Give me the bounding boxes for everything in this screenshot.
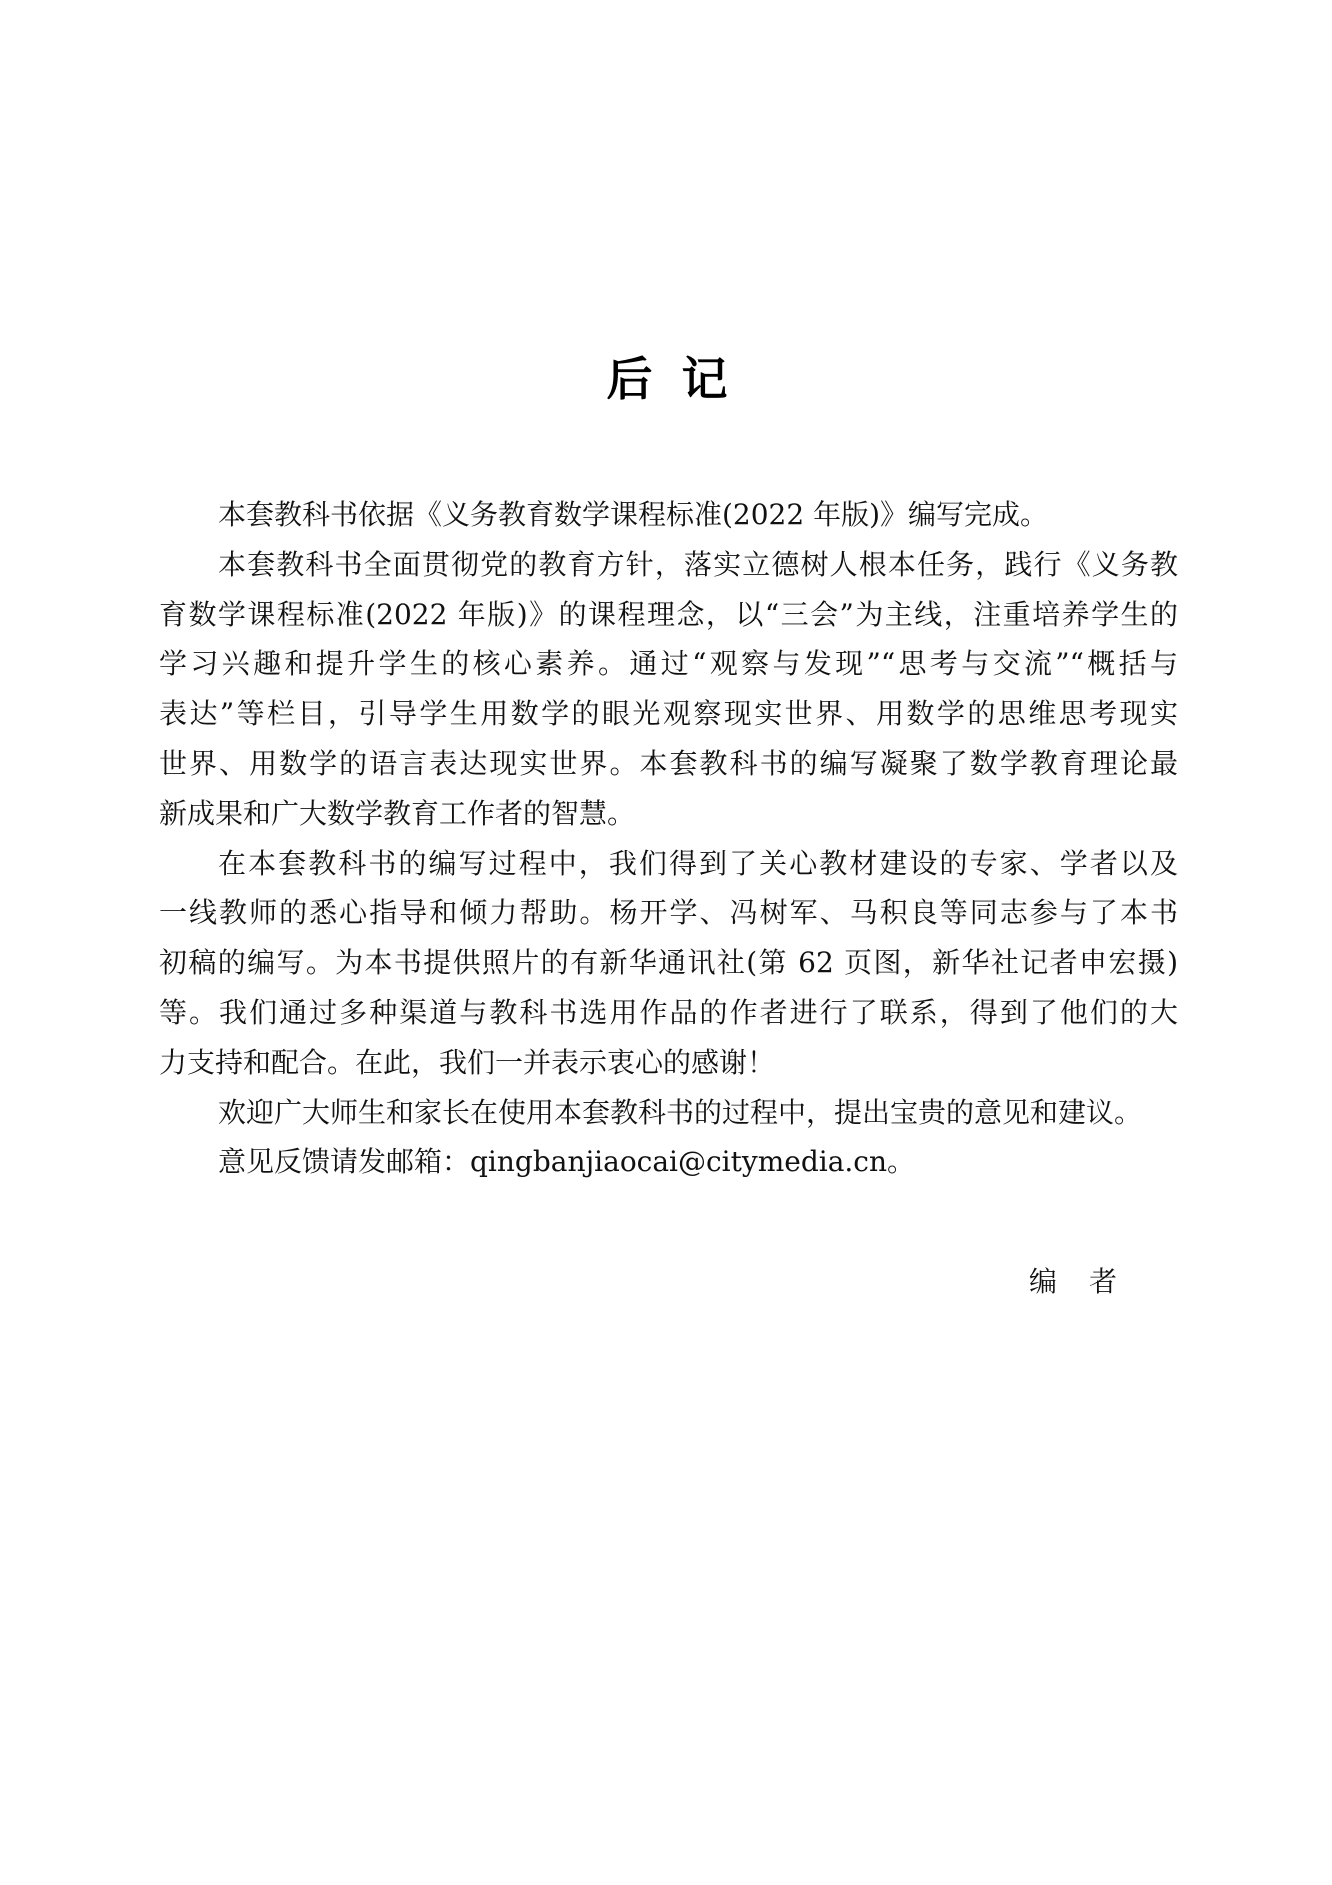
feedback-email-line: 意见反馈请发邮箱：qingbanjiaocai@citymedia.cn。 [218,1145,916,1179]
page-title: 后记 [606,351,757,406]
paragraph-2-line-4: 表达”等栏目，引导学生用数学的眼光观察现实世界、用数学的思维思考现实 [159,697,1178,731]
paragraph-3-line-2: 一线教师的悉心指导和倾力帮助。杨开学、冯树军、马积良等同志参与了本书 [159,896,1178,930]
paragraph-2-line-3: 学习兴趣和提升学生的核心素养。通过“观察与发现”“思考与交流”“概括与 [159,647,1178,681]
signature: 编者 [1029,1265,1150,1298]
paragraph-2-line-6: 新成果和广大数学教育工作者的智慧。 [159,796,636,830]
paragraph-2-line-5: 世界、用数学的语言表达现实世界。本套教科书的编写凝聚了数学教育理论最 [159,746,1178,780]
paragraph-3-line-4: 等。我们通过多种渠道与教科书选用作品的作者进行了联系，得到了他们的大 [159,995,1178,1029]
paragraph-3-line-1: 在本套教科书的编写过程中，我们得到了关心教材建设的专家、学者以及 [218,846,1178,880]
paragraph-3-line-5: 力支持和配合。在此，我们一并表示衷心的感谢！ [159,1045,776,1079]
paragraph-2-line-2: 育数学课程标准(2022 年版)》的课程理念，以“三会”为主线，注重培养学生的 [159,597,1178,631]
paragraph-2-line-1: 本套教科书全面贯彻党的教育方针，落实立德树人根本任务，践行《义务教 [218,547,1178,581]
paragraph-4-line-1: 欢迎广大师生和家长在使用本套教科书的过程中，提出宝贵的意见和建议。 [218,1095,1143,1129]
paragraph-1-line-1: 本套教科书依据《义务教育数学课程标准(2022 年版)》编写完成。 [218,498,1049,531]
afterword-body [159,490,1178,1187]
paragraph-3-line-3: 初稿的编写。为本书提供照片的有新华通讯社(第 62 页图，新华社记者申宏摄) [159,946,1178,980]
